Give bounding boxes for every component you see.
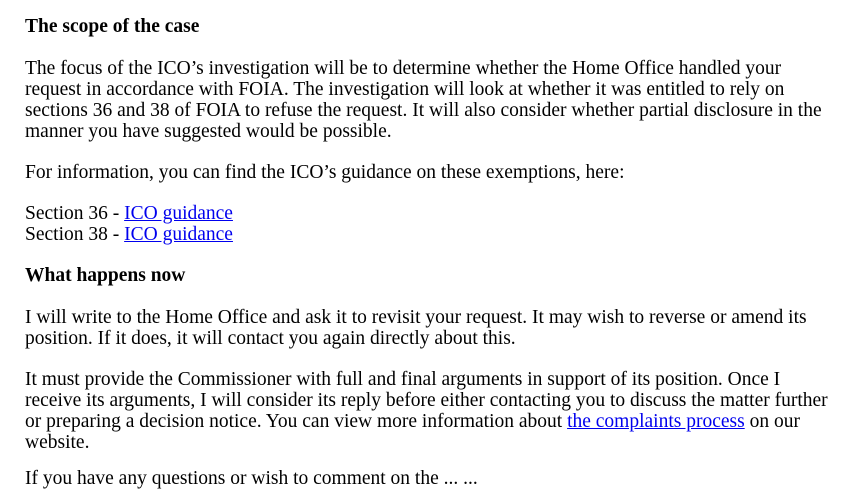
cutoff-paragraph: If you have any questions or wish to comment on the ... ... [25,468,478,489]
section-38-label: Section 38 - [25,224,125,245]
section-38-line [25,224,840,245]
complaints-process-link[interactable]: the complaints process [567,411,745,432]
scope-paragraph-2: For information, you can find the ICO’s guidance on these exemptions, here: [25,162,625,183]
next-paragraph-2 [25,369,840,453]
what-happens-now-heading: What happens now [25,265,186,286]
document-body [25,16,840,473]
next-paragraph-1: I will write to the Home Office and ask it to revisit your request. It may wish to reverse or amend its position. If it does, it will contact you again directly about this. [25,307,807,349]
section-36-line [25,203,840,224]
guidance-links [25,203,840,245]
next-paragraph-2-tail: on our website. [25,411,800,453]
scope-heading: The scope of the case [25,16,200,37]
section-38-guidance-link[interactable]: ICO guidance [124,224,233,245]
section-36-label: Section 36 - [25,203,125,224]
next-paragraph-2-text: It must provide the Commissioner with full and final arguments in support of its position. Once I receive its arguments, I will consider its reply before either contacting you to discuss the matter further or preparing a decision notice. You can view more information about [25,369,828,432]
scope-paragraph-1: The focus of the ICO’s investigation will be to determine whether the Home Office handled your request in accordance with FOIA. The investigation will look at whether it was entitled to rely on sections 36 and 38 of FOIA to refuse the request. It will also consider whether partial disclosure in the manner you have suggested would be possible. [25,58,822,142]
section-36-guidance-link[interactable]: ICO guidance [124,203,233,224]
